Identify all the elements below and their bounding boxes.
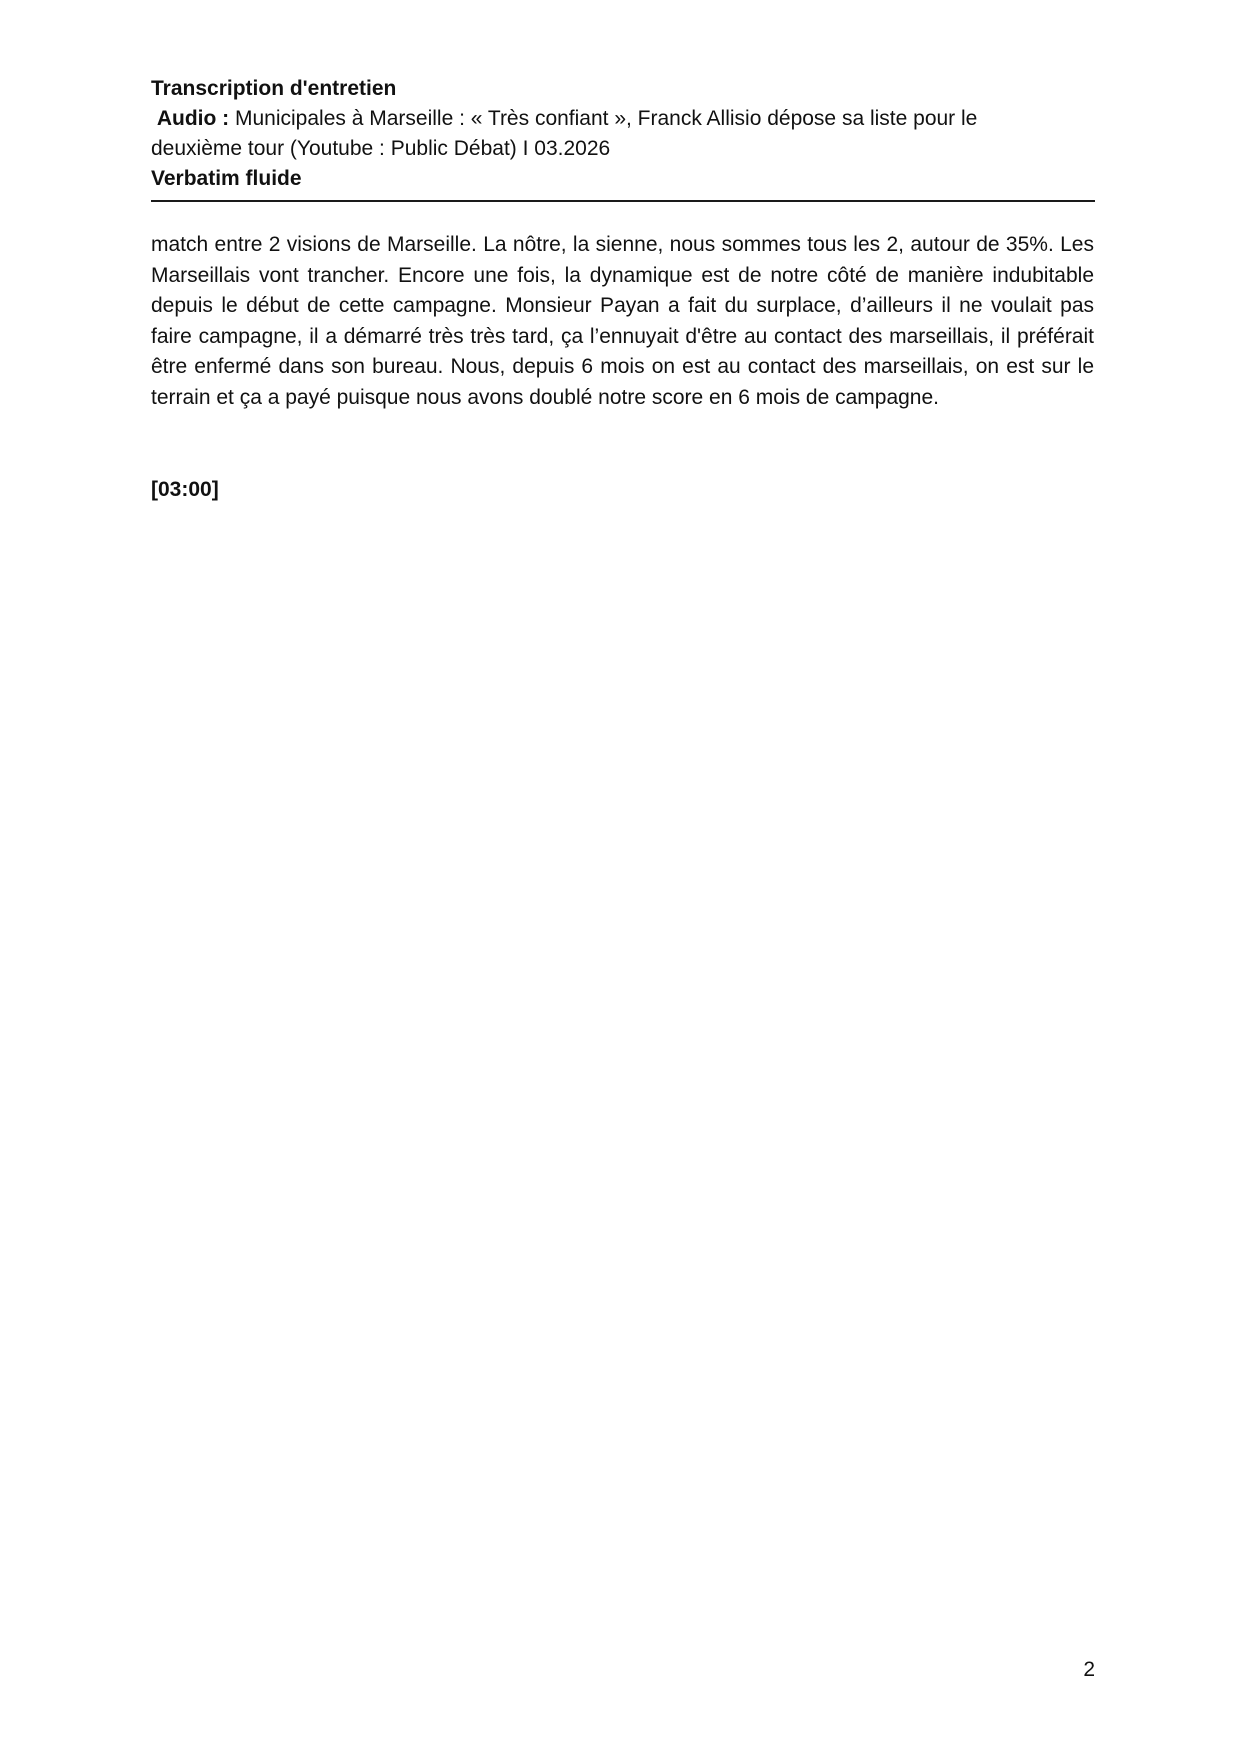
audio-source-text-1: Municipales à Marseille : « Très confiant », Franck Allisio dépose sa liste pour le — [235, 107, 978, 130]
page-number: 2 — [1083, 1658, 1095, 1681]
audio-source-line — [151, 104, 1094, 134]
timestamp: [03:00] — [151, 478, 219, 501]
transcript-paragraph: match entre 2 visions de Marseille. La nôtre, la sienne, nous sommes tous les 2, autour de 35%. Les Marseillais vont trancher. Encore une fois, la dynamique est de notre côté de manière indubitable depuis le début de cette campagne. Monsieur Payan a fait du surplace, d’ailleurs il ne voulait pas faire campagne, il a démarré très très tard, ça l’ennuyait d'être au contact des marseillais, il préférait être enfermé dans son bureau. Nous, depuis 6 mois on est au contact des marseillais, on est sur le terrain et ça a payé puisque nous avons doublé notre score en 6 mois de campagne. — [151, 233, 1094, 409]
document-header — [151, 74, 1094, 194]
audio-source-text-2: deuxième tour (Youtube : Public Débat) I 03.2026 — [151, 137, 611, 160]
header-divider — [151, 200, 1095, 202]
document-title: Transcription d'entretien — [151, 77, 397, 100]
transcription-mode: Verbatim fluide — [151, 167, 302, 190]
audio-label: Audio : — [156, 107, 230, 130]
